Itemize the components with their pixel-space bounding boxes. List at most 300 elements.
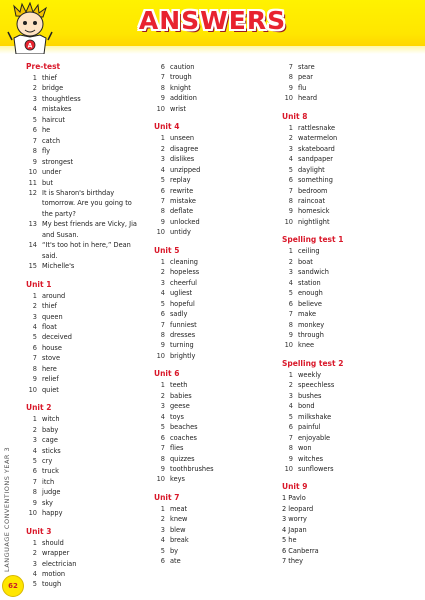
answer-item xyxy=(154,391,272,401)
answer-number: 3 xyxy=(32,312,37,321)
answer-item xyxy=(26,115,144,125)
answer-item xyxy=(154,217,272,227)
answer-item xyxy=(282,83,412,93)
answer-number: 7 xyxy=(288,63,293,71)
answer-number: 5 xyxy=(288,289,293,298)
answer-number: 6 xyxy=(32,467,37,476)
answer-item xyxy=(26,353,144,363)
answer-section xyxy=(282,235,412,351)
answer-text: pear xyxy=(298,73,313,82)
answer-number: 2 xyxy=(160,515,165,524)
answer-text: speechless xyxy=(298,381,335,390)
section-title: Unit 6 xyxy=(154,369,180,379)
answer-column-1 xyxy=(26,62,144,598)
answer-item xyxy=(154,380,272,390)
answer-text: rewrite xyxy=(170,186,194,195)
answer-item xyxy=(26,385,144,395)
answer-item xyxy=(282,525,412,535)
answer-text: wrist xyxy=(170,104,186,113)
answer-number: 9 xyxy=(288,454,293,463)
answer-text: house xyxy=(42,343,62,352)
answer-text: wrapper xyxy=(42,549,70,558)
answer-item xyxy=(282,165,412,175)
answer-number: 2 xyxy=(288,381,293,390)
answer-item xyxy=(282,196,412,206)
answer-item xyxy=(26,332,144,342)
section-title: Unit 5 xyxy=(154,245,180,255)
answer-item xyxy=(282,144,412,154)
answer-number: 14 xyxy=(28,241,37,250)
answer-section xyxy=(282,359,412,475)
answer-text: watermelon xyxy=(298,134,338,143)
answer-text: unzipped xyxy=(170,165,201,174)
answer-text: hopeless xyxy=(170,268,200,277)
answer-text: knew xyxy=(170,515,188,524)
answer-text: baby xyxy=(42,425,59,434)
answer-item xyxy=(154,309,272,319)
answer-item xyxy=(282,370,412,380)
answer-number: 1 xyxy=(160,134,165,143)
answer-item xyxy=(282,412,412,422)
answer-text: itch xyxy=(42,477,55,486)
answer-number: 9 xyxy=(160,341,165,350)
answer-number: 9 xyxy=(160,94,165,103)
answer-item xyxy=(154,175,272,185)
page-title: ANSWERS xyxy=(138,6,287,35)
answer-text: teeth xyxy=(170,381,188,390)
answer-section xyxy=(282,482,412,566)
answer-number: 4 xyxy=(160,165,165,174)
answer-item xyxy=(26,240,144,261)
answer-item xyxy=(282,309,412,319)
answer-number: 10 xyxy=(284,464,293,473)
answer-number: 5 xyxy=(288,165,293,174)
answer-item xyxy=(282,62,412,72)
header-fade xyxy=(0,46,425,54)
answer-number: 9 xyxy=(32,498,37,507)
answer-text: meat xyxy=(170,504,188,513)
answer-item xyxy=(282,278,412,288)
answer-text: deflate xyxy=(170,207,194,216)
answer-number: 5 xyxy=(160,423,165,432)
answer-number: 2 xyxy=(160,391,165,400)
answer-item xyxy=(26,94,144,104)
answer-text: boat xyxy=(298,257,313,266)
answer-number: 8 xyxy=(288,320,293,329)
answer-number: 2 xyxy=(32,425,37,434)
answer-item xyxy=(282,340,412,350)
section-title: Unit 3 xyxy=(26,526,52,536)
answer-text: under xyxy=(42,168,62,177)
answer-number: 5 xyxy=(32,456,37,465)
answer-section xyxy=(282,62,412,104)
answer-column-3 xyxy=(282,62,412,575)
answer-text: bushes xyxy=(298,391,322,400)
answer-item xyxy=(282,535,412,545)
answer-text: catch xyxy=(42,136,61,145)
answer-text: quiet xyxy=(42,385,59,394)
answer-item xyxy=(282,514,412,524)
answer-number: 7 xyxy=(32,136,37,145)
answer-item xyxy=(282,401,412,411)
answer-section xyxy=(26,62,144,272)
answer-item xyxy=(282,391,412,401)
answer-text: mistakes xyxy=(42,105,72,114)
answer-number: 10 xyxy=(28,509,37,518)
answer-number: 6 xyxy=(160,186,165,195)
answer-item xyxy=(154,474,272,484)
answer-number: 8 xyxy=(288,444,293,453)
answer-number: 8 xyxy=(160,83,165,92)
answer-item xyxy=(26,291,144,301)
answer-text: by xyxy=(170,546,179,555)
answer-number: 6 xyxy=(160,433,165,442)
answer-text: blew xyxy=(170,525,186,534)
answer-item xyxy=(154,299,272,309)
answer-number: 10 xyxy=(156,104,165,113)
answer-number: 1 xyxy=(288,123,293,132)
answer-text: cage xyxy=(42,436,58,445)
answer-text: ugliest xyxy=(170,289,193,298)
answer-item xyxy=(26,498,144,508)
answer-item xyxy=(282,257,412,267)
answer-item xyxy=(154,556,272,566)
answer-number: 4 xyxy=(32,570,37,579)
answer-number: 9 xyxy=(160,464,165,473)
answer-number: 5 xyxy=(32,580,37,589)
answer-item xyxy=(26,456,144,466)
answer-text: thief xyxy=(42,302,57,311)
answer-text: untidy xyxy=(170,228,191,237)
answer-item xyxy=(154,535,272,545)
answer-item xyxy=(26,425,144,435)
answer-number: 2 xyxy=(32,302,37,311)
answer-item xyxy=(26,157,144,167)
answer-item xyxy=(26,167,144,177)
answer-number: 1 xyxy=(32,415,37,424)
answer-text: milkshake xyxy=(298,412,332,421)
answer-item xyxy=(26,261,144,271)
answer-number: 10 xyxy=(284,341,293,350)
answer-number: 9 xyxy=(160,217,165,226)
answer-number: 1 xyxy=(32,291,37,300)
answer-item xyxy=(154,454,272,464)
answer-text: tough xyxy=(42,580,62,589)
answer-item xyxy=(26,466,144,476)
answer-item xyxy=(282,443,412,453)
answer-number: 6 xyxy=(288,423,293,432)
answer-item xyxy=(26,188,144,219)
answer-number: 10 xyxy=(156,475,165,484)
answer-section xyxy=(154,122,272,238)
answer-number: 2 xyxy=(288,257,293,266)
answer-number: 7 xyxy=(288,310,293,319)
answer-item xyxy=(282,299,412,309)
answer-number: 4 xyxy=(288,278,293,287)
answer-item xyxy=(154,104,272,114)
answer-item xyxy=(154,133,272,143)
section-title: Spelling test 1 xyxy=(282,235,344,245)
answer-item xyxy=(26,364,144,374)
answer-item xyxy=(282,330,412,340)
answer-item xyxy=(154,320,272,330)
answer-text: bridge xyxy=(42,84,64,93)
answer-text: witches xyxy=(298,454,324,463)
answer-text: toys xyxy=(170,412,184,421)
answer-text: daylight xyxy=(298,165,325,174)
answer-text: caution xyxy=(170,63,195,71)
answer-section xyxy=(154,493,272,567)
answer-item xyxy=(282,123,412,133)
answer-item xyxy=(282,175,412,185)
answer-number: 10 xyxy=(156,351,165,360)
answer-item xyxy=(26,312,144,322)
answer-item xyxy=(282,133,412,143)
answer-item xyxy=(26,374,144,384)
answer-text: It is Sharon's birthday tomorrow. Are you going to the party? xyxy=(42,188,132,218)
answer-item xyxy=(154,351,272,361)
answer-item xyxy=(282,422,412,432)
answer-item xyxy=(154,154,272,164)
answer-item xyxy=(154,278,272,288)
answer-number: 15 xyxy=(28,262,37,271)
answer-number: 4 xyxy=(160,289,165,298)
answer-item xyxy=(26,569,144,579)
answer-text: My best friends are Vicky, Jia and Susan. xyxy=(42,220,137,239)
answer-number: 3 xyxy=(288,268,293,277)
answer-text: enough xyxy=(298,289,323,298)
section-title: Unit 2 xyxy=(26,403,52,413)
page-number: 62 xyxy=(8,582,18,590)
answer-text: sunflowers xyxy=(298,464,334,473)
answer-number: 9 xyxy=(288,207,293,216)
section-title: Unit 1 xyxy=(26,279,52,289)
answer-item xyxy=(282,504,412,514)
answer-text: raincoat xyxy=(298,196,326,205)
answer-item xyxy=(154,93,272,103)
answer-item xyxy=(282,267,412,277)
answer-text: turning xyxy=(170,341,194,350)
answer-number: 5 xyxy=(32,115,37,124)
answer-item xyxy=(26,136,144,146)
answer-item xyxy=(154,514,272,524)
answer-number: 8 xyxy=(160,454,165,463)
answer-text: flies xyxy=(170,444,184,453)
answer-number: 5 xyxy=(160,176,165,185)
answer-number: 13 xyxy=(28,220,37,229)
answer-text: toothbrushes xyxy=(170,464,214,473)
answer-text: sandwich xyxy=(298,268,329,277)
answer-number: 2 xyxy=(288,134,293,143)
answer-text: “It's too hot in here,” Dean said. xyxy=(42,241,131,260)
answer-text: knight xyxy=(170,83,191,92)
answer-text: dresses xyxy=(170,330,196,339)
answer-item xyxy=(282,380,412,390)
answer-text: ceiling xyxy=(298,247,320,256)
answer-number: 6 xyxy=(288,176,293,185)
answer-text: stare xyxy=(298,63,315,71)
answer-number: 12 xyxy=(28,188,37,197)
answer-section xyxy=(26,403,144,519)
answer-number: 2 xyxy=(32,84,37,93)
answer-item xyxy=(154,412,272,422)
answer-text: painful xyxy=(298,423,321,432)
answer-item xyxy=(26,125,144,135)
answer-item xyxy=(154,330,272,340)
answer-text: babies xyxy=(170,391,192,400)
answer-item xyxy=(282,433,412,443)
answer-section xyxy=(154,369,272,485)
section-title: Spelling test 2 xyxy=(282,358,344,368)
answer-number: 6 xyxy=(160,63,165,71)
answer-number: 4 xyxy=(32,446,37,455)
answer-item xyxy=(26,435,144,445)
answer-item xyxy=(154,525,272,535)
answer-text: stove xyxy=(42,354,61,363)
answer-item xyxy=(282,206,412,216)
answer-text: sadly xyxy=(170,310,188,319)
answer-text: dislikes xyxy=(170,155,195,164)
answer-text: motion xyxy=(42,570,66,579)
answer-text: sky xyxy=(42,498,53,507)
answer-section xyxy=(26,527,144,590)
answer-text: electrician xyxy=(42,559,77,568)
answer-item xyxy=(154,144,272,154)
answer-item xyxy=(282,464,412,474)
answer-item xyxy=(154,288,272,298)
answer-text: bond xyxy=(298,402,315,411)
answer-item xyxy=(154,186,272,196)
answer-item xyxy=(154,422,272,432)
answer-item xyxy=(282,246,412,256)
answer-number: 3 xyxy=(160,402,165,411)
answer-item xyxy=(154,504,272,514)
answer-text: station xyxy=(298,278,321,287)
answer-number: 6 xyxy=(160,310,165,319)
answer-item xyxy=(154,464,272,474)
answer-text: strongest xyxy=(42,157,74,166)
answer-number: 7 xyxy=(32,477,37,486)
answer-number: 3 xyxy=(288,144,293,153)
answer-text: through xyxy=(298,330,324,339)
answer-number: 5 xyxy=(160,546,165,555)
answer-text: cheerful xyxy=(170,278,197,287)
answer-item xyxy=(154,227,272,237)
answer-number: 5 xyxy=(160,299,165,308)
answer-text: replay xyxy=(170,176,191,185)
answer-number: 9 xyxy=(32,157,37,166)
answer-text: 3 worry xyxy=(282,515,307,524)
answer-text: unlocked xyxy=(170,217,200,226)
answer-number: 10 xyxy=(284,94,293,103)
answer-text: should xyxy=(42,538,64,547)
answer-number: 10 xyxy=(156,228,165,237)
answer-number: 7 xyxy=(160,444,165,453)
answer-text: cry xyxy=(42,456,53,465)
answer-number: 7 xyxy=(32,354,37,363)
answer-text: fly xyxy=(42,147,51,156)
answer-number: 4 xyxy=(32,322,37,331)
answer-text: funniest xyxy=(170,320,197,329)
answer-text: Michelle's xyxy=(42,262,75,271)
answer-text: 7 they xyxy=(282,557,304,566)
answer-number: 6 xyxy=(32,126,37,135)
answer-number: 2 xyxy=(32,549,37,558)
answer-item xyxy=(154,433,272,443)
answer-text: here xyxy=(42,364,57,373)
answer-text: 6 Canberra xyxy=(282,546,319,555)
answer-number: 4 xyxy=(160,412,165,421)
answer-item xyxy=(282,93,412,103)
answer-number: 8 xyxy=(160,330,165,339)
answer-item xyxy=(26,487,144,497)
answer-number: 8 xyxy=(288,196,293,205)
answer-text: sticks xyxy=(42,446,61,455)
answer-item xyxy=(282,288,412,298)
answer-text: witch xyxy=(42,415,60,424)
answer-text: around xyxy=(42,291,66,300)
answer-text: break xyxy=(170,536,189,545)
answer-number: 8 xyxy=(32,364,37,373)
answer-text: beaches xyxy=(170,423,198,432)
answer-text: heard xyxy=(298,94,318,103)
answer-item xyxy=(26,508,144,518)
answer-section xyxy=(282,112,412,228)
answer-item xyxy=(26,146,144,156)
answer-text: trough xyxy=(170,73,192,82)
answer-text: 2 leopard xyxy=(282,504,314,513)
answer-text: but xyxy=(42,178,53,187)
answer-item xyxy=(26,73,144,83)
answer-item xyxy=(26,477,144,487)
answer-number: 6 xyxy=(160,557,165,566)
answer-text: brightly xyxy=(170,351,196,360)
answer-text: bedroom xyxy=(298,186,328,195)
answer-text: ate xyxy=(170,557,181,566)
answer-number: 9 xyxy=(288,83,293,92)
answer-item xyxy=(282,186,412,196)
answer-item xyxy=(26,83,144,93)
answer-text: enjoyable xyxy=(298,433,331,442)
answer-number: 3 xyxy=(160,155,165,164)
answer-text: disagree xyxy=(170,144,199,153)
section-title: Pre-test xyxy=(26,62,61,71)
answer-number: 3 xyxy=(160,278,165,287)
answer-number: 4 xyxy=(288,402,293,411)
answer-item xyxy=(26,414,144,424)
answer-number: 1 xyxy=(288,370,293,379)
answer-text: something xyxy=(298,176,333,185)
answer-number: 4 xyxy=(32,105,37,114)
answer-text: rattlesnake xyxy=(298,123,336,132)
answer-text: keys xyxy=(170,475,185,484)
answer-number: 4 xyxy=(160,536,165,545)
answer-item xyxy=(282,546,412,556)
answer-item xyxy=(282,72,412,82)
answer-number: 2 xyxy=(160,268,165,277)
answer-item xyxy=(26,538,144,548)
answer-item xyxy=(154,267,272,277)
answer-item xyxy=(154,196,272,206)
answer-text: haircut xyxy=(42,115,66,124)
answer-item xyxy=(282,556,412,566)
answer-number: 10 xyxy=(284,217,293,226)
answer-item xyxy=(26,446,144,456)
answer-number: 10 xyxy=(28,168,37,177)
answer-text: queen xyxy=(42,312,63,321)
answer-number: 1 xyxy=(160,381,165,390)
answer-text: 5 he xyxy=(282,536,297,545)
